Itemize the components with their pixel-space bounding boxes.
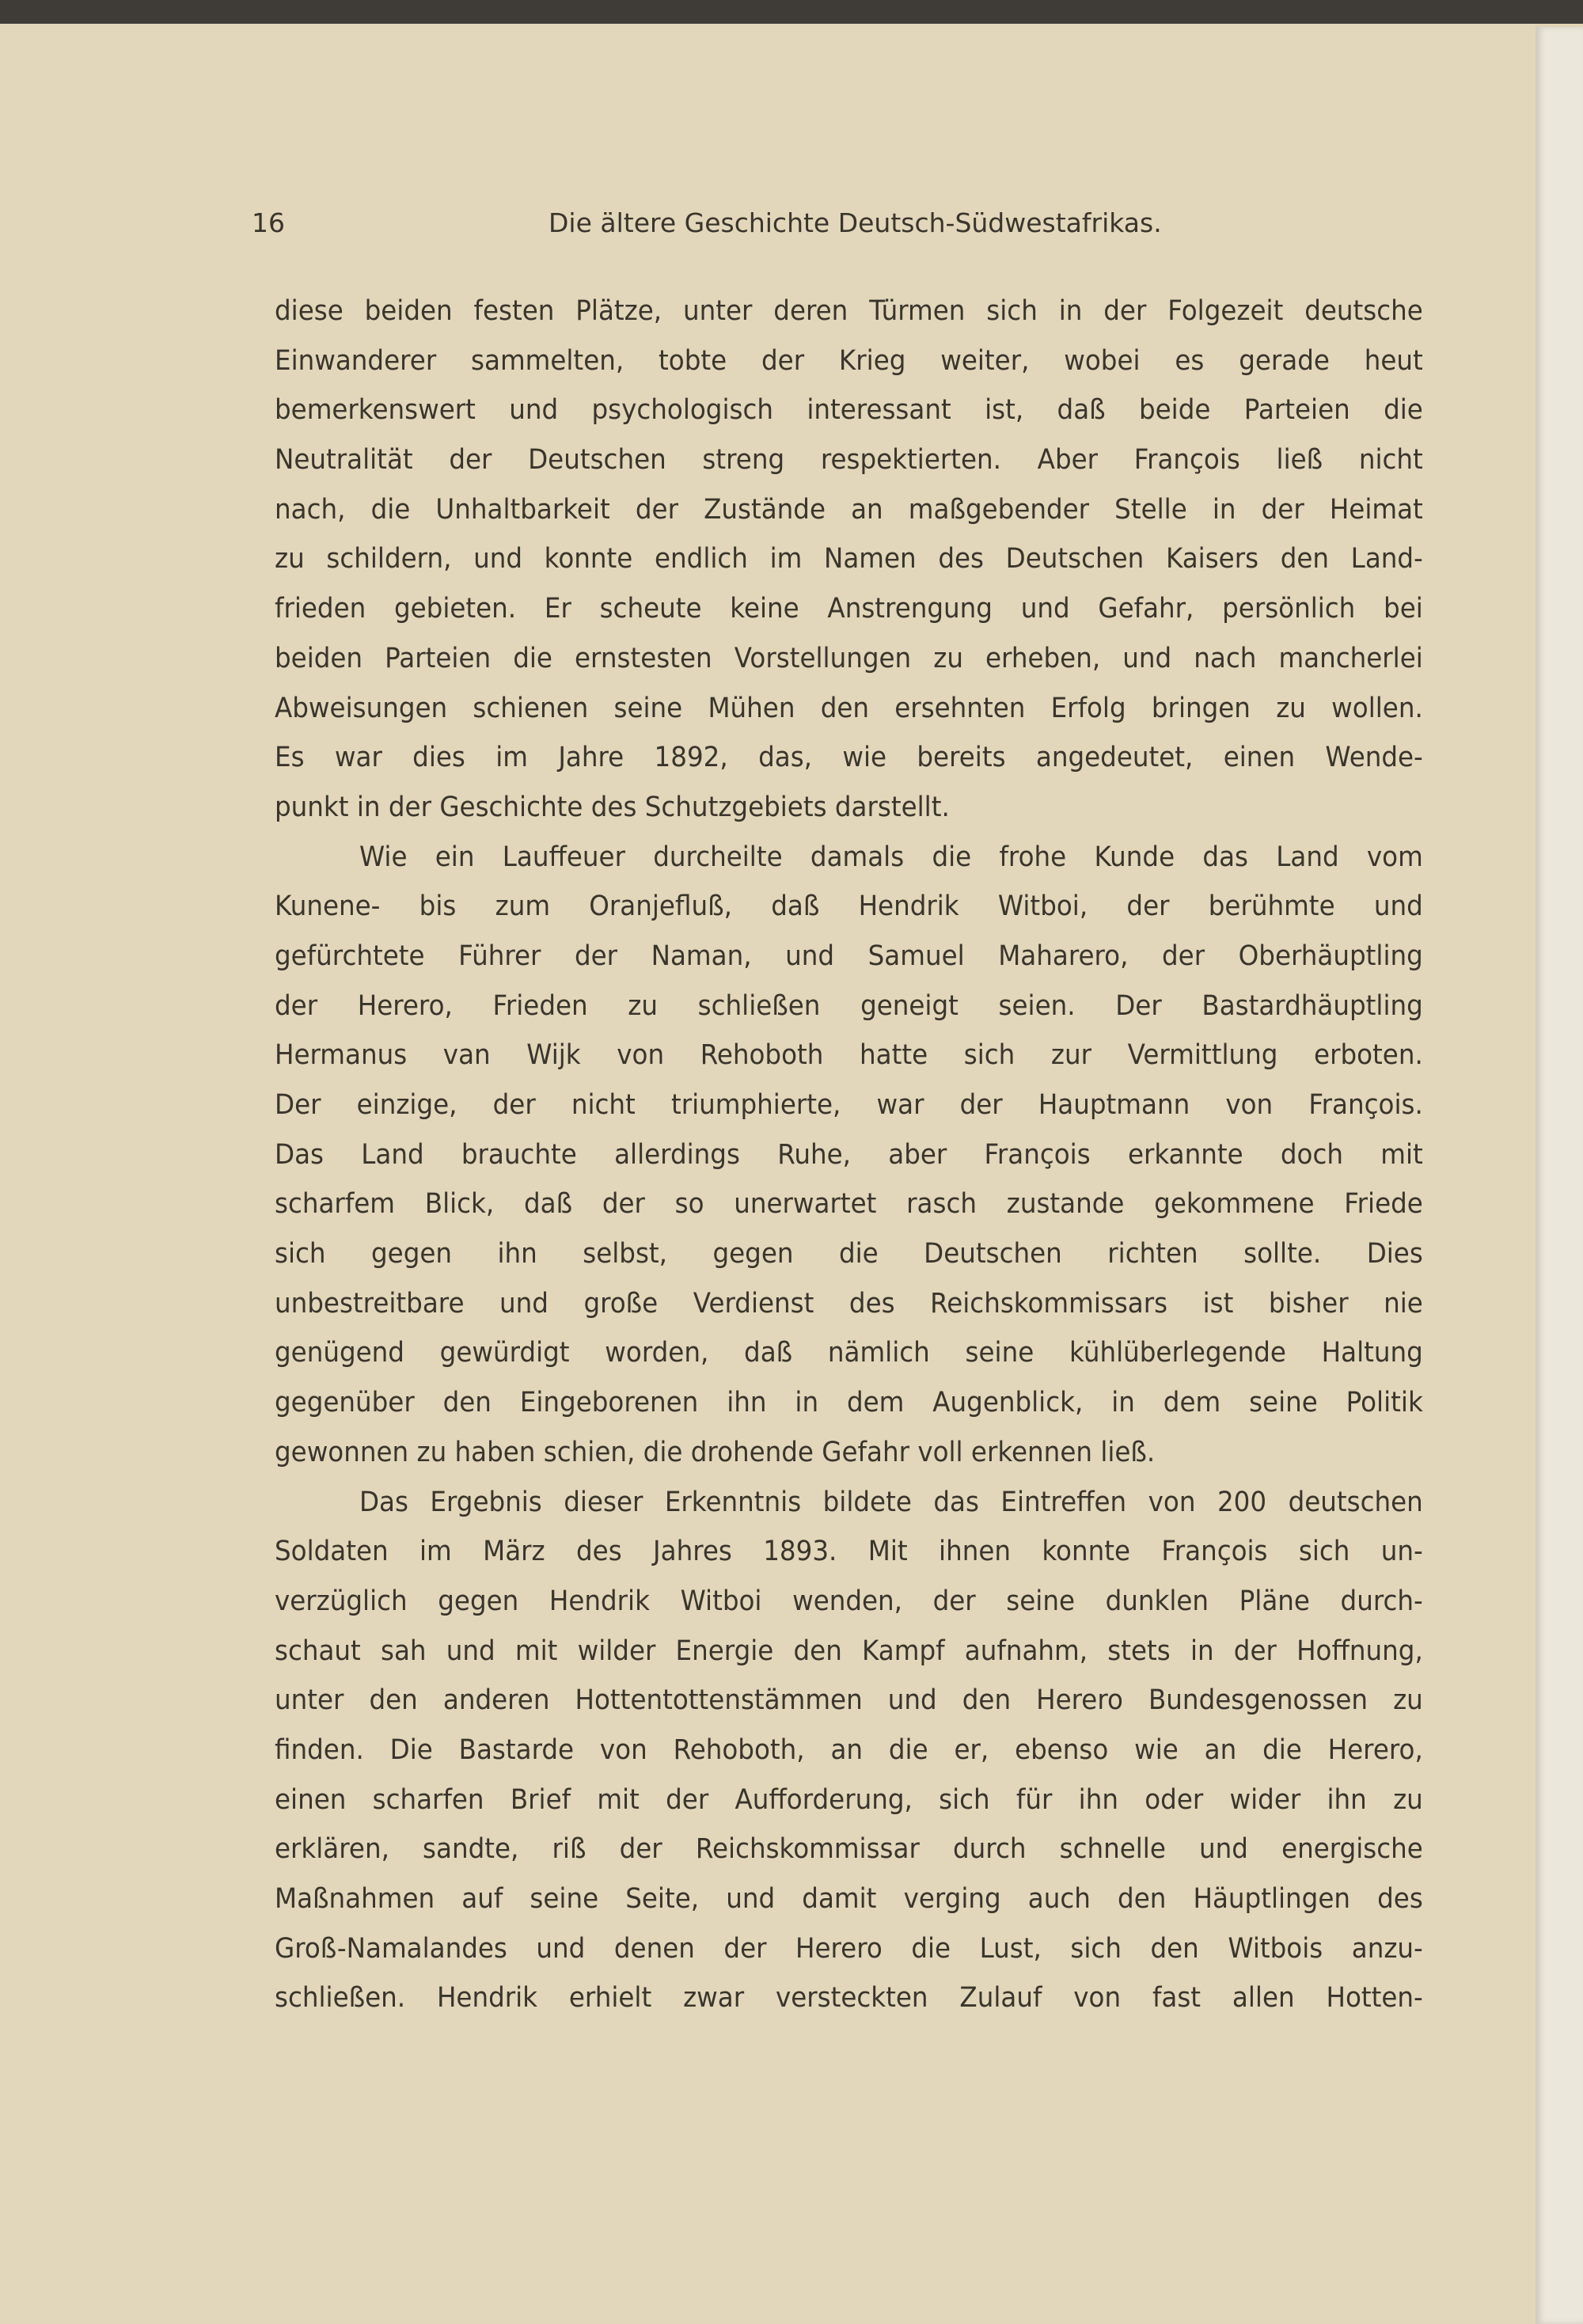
text-line: gefürchtete Führer der Naman, und Samuel Maharero, der Oberhäuptling <box>275 940 1423 972</box>
text-line: scharfem Blick, daß der so unerwartet rasch zustande gekommene Friede <box>275 1188 1423 1221</box>
text-line: Kunene- bis zum Oranjefluß, daß Hendrik Witboi, der berühmte und <box>275 890 1423 923</box>
text-line: Wie ein Lauffeuer durcheilte damals die frohe Kunde das Land vom <box>359 841 1423 873</box>
body-text <box>275 287 1423 2023</box>
text-line: schließen. Hendrik erhielt zwar versteckten Zulauf von fast allen Hotten- <box>275 1982 1423 2015</box>
text-line: der Herero, Frieden zu schließen geneigt seien. Der Bastardhäuptling <box>275 989 1423 1022</box>
text-line: Maßnahmen auf seine Seite, und damit verging auch den Häuptlingen des <box>275 1883 1423 1915</box>
text-line: Das Land brauchte allerdings Ruhe, aber François erkannte doch mit <box>275 1138 1423 1171</box>
next-page-edge <box>1536 27 1583 2324</box>
running-title: Die ältere Geschichte Deutsch-Südwestafrikas. <box>549 207 1162 238</box>
text-line: zu schildern, und konnte endlich im Namen des Deutschen Kaisers den Land- <box>275 543 1423 575</box>
text-line: Hermanus van Wijk von Rehoboth hatte sich zur Vermittlung erboten. <box>275 1039 1423 1072</box>
text-line: gewonnen zu haben schien, die drohende Gefahr voll erkennen ließ. <box>275 1436 1156 1468</box>
text-line: punkt in der Geschichte des Schutzgebiets darstellt. <box>275 791 950 823</box>
text-line: Der einzige, der nicht triumphierte, war der Hauptmann von François. <box>275 1089 1423 1121</box>
scan-background-top <box>0 0 1583 24</box>
text-line: finden. Die Bastarde von Rehoboth, an die er, ebenso wie an die Herero, <box>275 1734 1423 1766</box>
page-number: 16 <box>252 207 285 238</box>
text-line: Es war dies im Jahre 1892, das, wie bereits angedeutet, einen Wende- <box>275 742 1423 774</box>
text-line: sich gegen ihn selbst, gegen die Deutschen richten sollte. Dies <box>275 1238 1423 1270</box>
text-line: gegenüber den Eingeborenen ihn in dem Augenblick, in dem seine Politik <box>275 1387 1423 1419</box>
text-line: bemerkenswert und psychologisch interessant ist, daß beide Parteien die <box>275 394 1423 427</box>
text-line: schaut sah und mit wilder Energie den Kampf aufnahm, stets in der Hoffnung, <box>275 1635 1423 1667</box>
text-line: erklären, sandte, riß der Reichskommissar durch schnelle und energische <box>275 1833 1423 1866</box>
text-line: Abweisungen schienen seine Mühen den ersehnten Erfolg bringen zu wollen. <box>275 692 1423 724</box>
page-header <box>252 207 1162 247</box>
text-line: Einwanderer sammelten, tobte der Krieg weiter, wobei es gerade heut <box>275 344 1423 377</box>
text-line: Soldaten im März des Jahres 1893. Mit ihnen konnte François sich un- <box>275 1536 1423 1568</box>
text-line: Groß-Namalandes und denen der Herero die Lust, sich den Witbois anzu- <box>275 1932 1423 1965</box>
text-line: einen scharfen Brief mit der Aufforderung, sich für ihn oder wider ihn zu <box>275 1783 1423 1816</box>
text-line: Neutralität der Deutschen streng respektierten. Aber François ließ nicht <box>275 444 1423 477</box>
text-line: unter den anderen Hottentottenstämmen und den Herero Bundesgenossen zu <box>275 1684 1423 1717</box>
text-line: verzüglich gegen Hendrik Witboi wenden, der seine dunklen Pläne durch- <box>275 1585 1423 1617</box>
text-line: Das Ergebnis dieser Erkenntnis bildete das Eintreffen von 200 deutschen <box>359 1486 1423 1518</box>
text-line: unbestreitbare und große Verdienst des Reichskommissars ist bisher nie <box>275 1287 1423 1320</box>
text-line: frieden gebieten. Er scheute keine Anstrengung und Gefahr, persönlich bei <box>275 593 1423 625</box>
text-line: beiden Parteien die ernstesten Vorstellungen zu erheben, und nach mancherlei <box>275 642 1423 674</box>
text-line: diese beiden festen Plätze, unter deren Türmen sich in der Folgezeit deutsche <box>275 295 1423 327</box>
text-line: nach, die Unhaltbarkeit der Zustände an maßgebender Stelle in der Heimat <box>275 493 1423 526</box>
text-line: genügend gewürdigt worden, daß nämlich seine kühlüberlegende Haltung <box>275 1337 1423 1369</box>
